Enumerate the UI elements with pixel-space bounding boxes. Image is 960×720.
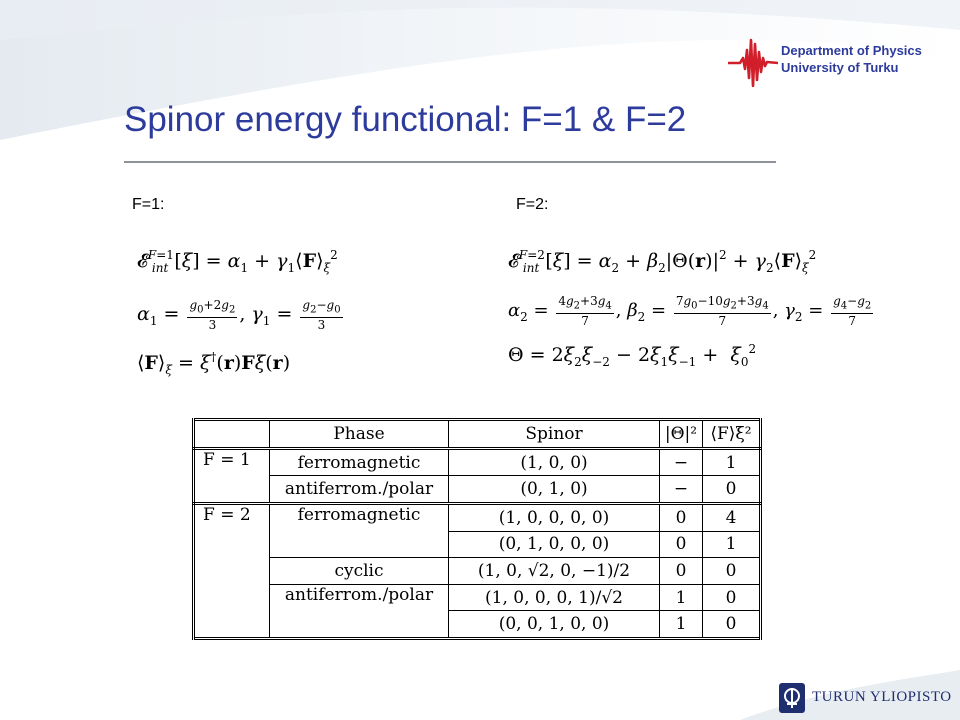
table-cell: antiferrom./polar bbox=[270, 584, 449, 638]
table-header-cell: Spinor bbox=[449, 420, 660, 449]
title-divider bbox=[124, 161, 776, 163]
table-cell: 0 bbox=[660, 531, 703, 558]
f1-label: F=1: bbox=[132, 196, 165, 213]
f1-energy-equation bbox=[137, 248, 338, 275]
table-header-row bbox=[194, 420, 761, 449]
f2-theta-equation: $\Theta = 2\xi_2\xi_{-2} - 2\xi_1\xi_{-1} + \xi_0^2$ bbox=[508, 342, 757, 369]
table-cell: 0 bbox=[703, 476, 761, 504]
table-cell: 0 bbox=[703, 558, 761, 585]
f1-expectation-equation: $⟨F⟩_\xi = \xi^\dagger(r)F\xi(r)$ bbox=[137, 350, 291, 377]
table-cell: − bbox=[660, 476, 703, 504]
table-cell: antiferrom./polar bbox=[270, 476, 449, 504]
university-wordmark: TURUN YLIOPISTO bbox=[812, 689, 952, 705]
table-cell: (0, 0, 1, 0, 0) bbox=[449, 611, 660, 639]
table-cell: ferromagnetic bbox=[270, 448, 449, 476]
table-cell: (0, 1, 0) bbox=[449, 476, 660, 504]
f2-label: F=2: bbox=[516, 196, 549, 213]
department-header bbox=[781, 42, 922, 76]
table-header-cell: Phase bbox=[270, 420, 449, 449]
table-cell: (1, 0, √2, 0, −1)/2 bbox=[449, 558, 660, 585]
table-row bbox=[194, 584, 761, 611]
university-name: University of Turku bbox=[781, 60, 899, 75]
table-cell: 0 bbox=[660, 503, 703, 531]
table-header-cell: |Θ|² bbox=[660, 420, 703, 449]
seismic-wave-icon bbox=[728, 36, 778, 90]
table-cell: 1 bbox=[703, 448, 761, 476]
table-cell: 1 bbox=[703, 531, 761, 558]
phase-table bbox=[192, 418, 762, 640]
table-cell: (1, 0, 0) bbox=[449, 448, 660, 476]
table-cell: (0, 1, 0, 0, 0) bbox=[449, 531, 660, 558]
f2-coefficients-equation: $\alpha_2$ = $\frac{4g_2+3g_4}{7}$ , $\beta_2$ = $\frac{7g_0-10g_2+3g_4}{7}$ , $\gamma_2$ = $\frac{g_4-g_2}{7}$ bbox=[508, 294, 872, 329]
table-cell: ferromagnetic bbox=[270, 503, 449, 557]
table-row bbox=[194, 558, 761, 585]
table-header-cell bbox=[194, 420, 270, 449]
f1-coefficients-equation: $\alpha_1$ = $\frac{g_0+2g_2}{3}$ , $\gamma_1$ = $\frac{g_2-g_0}{3}$ bbox=[137, 298, 341, 333]
table-cell: F = 1 bbox=[194, 448, 270, 503]
table-header-cell: ⟨F⟩ξ² bbox=[703, 420, 761, 449]
table-row bbox=[194, 448, 761, 476]
table-row bbox=[194, 476, 761, 504]
table-cell: 0 bbox=[660, 558, 703, 585]
table-cell: F = 2 bbox=[194, 503, 270, 638]
department-name: Department of Physics bbox=[781, 43, 922, 58]
f1-eq1-render: 𝓔$^{F=1}_{int}$ $[\xi] = \alpha_1$ + $\gamma_1⟨F⟩_\xi^2$ bbox=[137, 248, 338, 275]
table-cell: 0 bbox=[703, 611, 761, 639]
table-cell: 1 bbox=[660, 611, 703, 639]
slide-title: Spinor energy functional: F=1 & F=2 bbox=[124, 100, 687, 139]
table-cell: − bbox=[660, 448, 703, 476]
table-cell: (1, 0, 0, 0, 1)/√2 bbox=[449, 584, 660, 611]
table-cell: 1 bbox=[660, 584, 703, 611]
table-row bbox=[194, 503, 761, 531]
f2-energy-equation: 𝓔$^{F=2}_{int}$ $[\xi] = \alpha_2 + \beta_2|\Theta(r)|^2$ + $\gamma_2⟨F⟩_\xi^2$ bbox=[508, 248, 817, 275]
table-cell: (1, 0, 0, 0, 0) bbox=[449, 503, 660, 531]
table-cell: 4 bbox=[703, 503, 761, 531]
table-cell: cyclic bbox=[270, 558, 449, 585]
table-cell: 0 bbox=[703, 584, 761, 611]
crest-icon bbox=[778, 682, 806, 714]
